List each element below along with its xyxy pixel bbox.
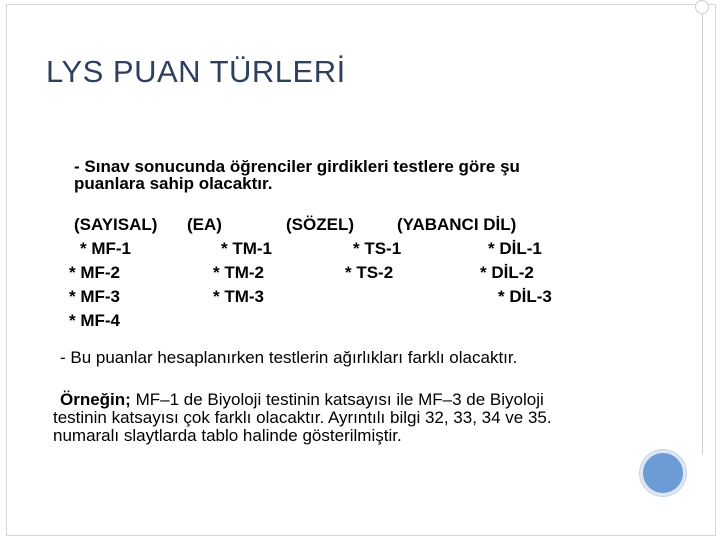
example-line-1-text: MF–1 de Biyoloji testinin katsayısı ile MF–3 de Biyoloji	[130, 390, 544, 409]
ea-item: * TM-3	[213, 287, 264, 306]
sayisal-item: * MF-4	[69, 311, 120, 330]
decorative-knob	[695, 0, 709, 14]
decorative-circle	[640, 450, 686, 496]
header-sayisal: (SAYISAL)	[74, 215, 158, 234]
yabanci-item: * DİL-2	[480, 263, 534, 282]
yabanci-item: * DİL-1	[488, 239, 542, 258]
sayisal-item: * MF-3	[69, 287, 120, 306]
example-line-2: testinin katsayısı çok farklı olacaktır. Ayrıntılı bilgi 32, 33, 34 ve 35.	[53, 408, 552, 427]
example-line-3: numaralı slaytlarda tablo halinde gösterilmiştir.	[53, 426, 402, 445]
slide-title: LYS PUAN TÜRLERİ	[46, 54, 346, 89]
yabanci-item: * DİL-3	[498, 287, 552, 306]
intro-line-2: puanlara sahip olacaktır.	[74, 174, 273, 193]
sozel-item: * TS-1	[353, 239, 402, 258]
ea-item: * TM-1	[221, 239, 272, 258]
example-label: Örneğin;	[60, 390, 131, 409]
sayisal-item: * MF-1	[80, 239, 131, 258]
header-ea: (EA)	[187, 215, 222, 234]
sozel-item: * TS-2	[345, 263, 394, 282]
header-sozel: (SÖZEL)	[286, 215, 354, 234]
weights-note: - Bu puanlar hesaplanırken testlerin ağırlıkları farklı olacaktır.	[60, 348, 518, 367]
header-yabanci: (YABANCI DİL)	[397, 215, 517, 234]
example-line-1	[60, 391, 544, 409]
decorative-line	[702, 4, 703, 454]
ea-item: * TM-2	[213, 263, 264, 282]
sayisal-item: * MF-2	[69, 263, 120, 282]
intro-line-1: - Sınav sonucunda öğrenciler girdikleri testlere göre şu	[74, 157, 520, 176]
